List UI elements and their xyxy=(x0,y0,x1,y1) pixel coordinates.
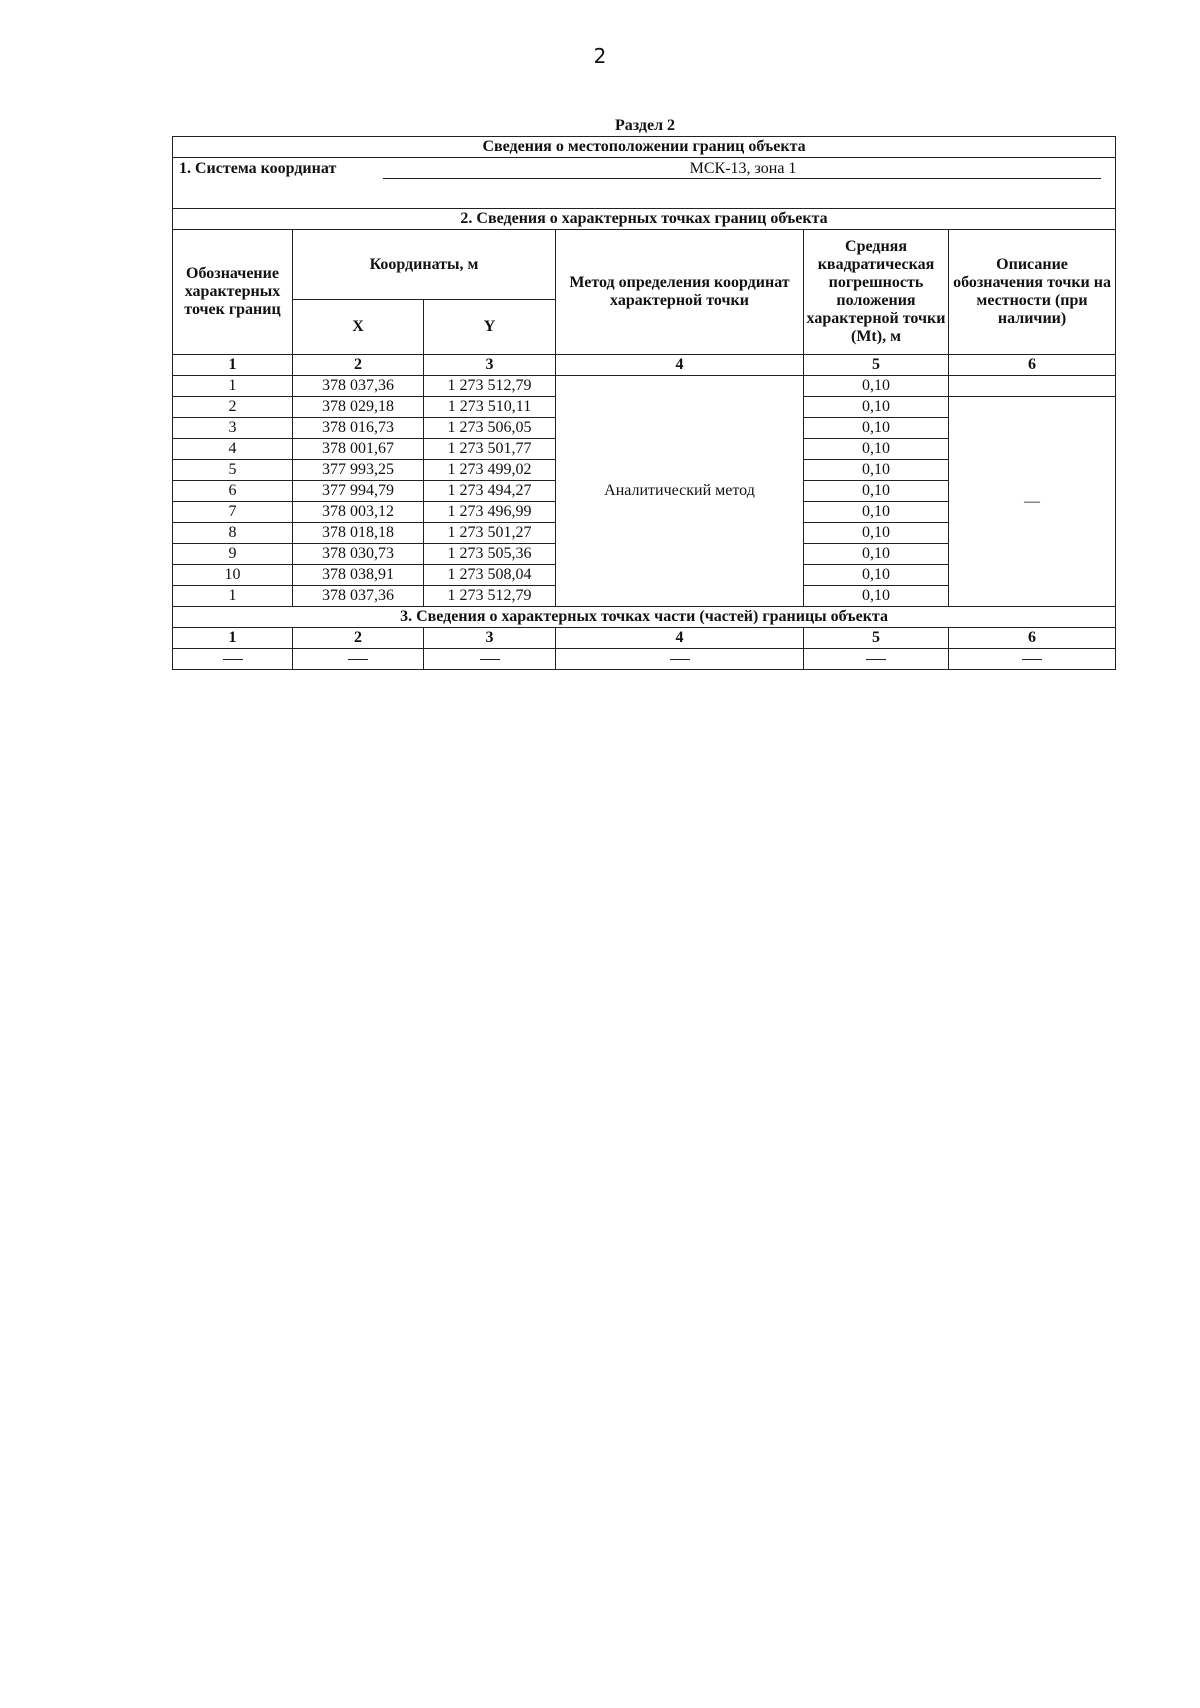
coordinate-system-label: 1. Система координат xyxy=(179,160,337,177)
table-title: Сведения о местоположении границ объекта xyxy=(173,137,1116,158)
parts-empty-cell xyxy=(424,649,556,670)
error-value: 0,10 xyxy=(804,586,949,607)
point-number: 1 xyxy=(173,376,293,397)
coordinate-y: 1 273 501,77 xyxy=(424,439,556,460)
point-number: 7 xyxy=(173,502,293,523)
error-value: 0,10 xyxy=(804,481,949,502)
table-row xyxy=(173,376,1116,397)
point-number: 9 xyxy=(173,544,293,565)
column-number: 2 xyxy=(293,355,424,376)
parts-column-number: 6 xyxy=(949,628,1116,649)
method-cell: Аналитический метод xyxy=(556,376,804,607)
error-value: 0,10 xyxy=(804,460,949,481)
column-number: 4 xyxy=(556,355,804,376)
coordinate-y: 1 273 512,79 xyxy=(424,376,556,397)
parts-column-number: 5 xyxy=(804,628,949,649)
column-header-error: Средняя квадратическая погрешность положения характерной точки (Mt), м xyxy=(804,230,949,355)
column-number: 6 xyxy=(949,355,1116,376)
description-cell: — xyxy=(949,397,1116,607)
error-value: 0,10 xyxy=(804,502,949,523)
coordinate-y: 1 273 512,79 xyxy=(424,586,556,607)
coordinate-y: 1 273 508,04 xyxy=(424,565,556,586)
coordinate-x: 378 030,73 xyxy=(293,544,424,565)
coordinate-y: 1 273 496,99 xyxy=(424,502,556,523)
points-section-title: 2. Сведения о характерных точках границ объекта xyxy=(173,209,1116,230)
error-value: 0,10 xyxy=(804,523,949,544)
column-header-description: Описание обозначения точки на местности (при наличии) xyxy=(949,230,1116,355)
dash-mark xyxy=(480,659,500,660)
coordinate-y: 1 273 505,36 xyxy=(424,544,556,565)
coordinate-y: 1 273 499,02 xyxy=(424,460,556,481)
column-header-coords: Координаты, м xyxy=(293,230,556,300)
parts-empty-cell xyxy=(293,649,424,670)
parts-column-number: 3 xyxy=(424,628,556,649)
parts-empty-cell xyxy=(949,649,1116,670)
coordinate-y: 1 273 494,27 xyxy=(424,481,556,502)
parts-empty-cell xyxy=(173,649,293,670)
parts-column-number: 2 xyxy=(293,628,424,649)
dash-mark xyxy=(223,659,243,660)
section-title xyxy=(0,117,1200,135)
coordinate-y: 1 273 501,27 xyxy=(424,523,556,544)
page-number: 2 xyxy=(593,44,607,68)
error-value: 0,10 xyxy=(804,565,949,586)
coordinate-y: 1 273 506,05 xyxy=(424,418,556,439)
coordinate-x: 378 018,18 xyxy=(293,523,424,544)
dash-mark xyxy=(670,659,690,660)
coordinate-x: 378 037,36 xyxy=(293,376,424,397)
column-header-x: X xyxy=(293,300,424,355)
parts-section-title: 3. Сведения о характерных точках части (частей) границы объекта xyxy=(173,607,1116,628)
coordinate-x: 377 993,25 xyxy=(293,460,424,481)
dash-mark xyxy=(866,659,886,660)
coordinate-system-value: МСК-13, зона 1 xyxy=(383,160,1101,179)
point-number: 8 xyxy=(173,523,293,544)
coordinate-x: 377 994,79 xyxy=(293,481,424,502)
error-value: 0,10 xyxy=(804,544,949,565)
boundary-table xyxy=(172,136,1116,670)
dash-mark xyxy=(348,659,368,660)
coordinate-x: 378 003,12 xyxy=(293,502,424,523)
coordinate-x: 378 001,67 xyxy=(293,439,424,460)
point-number: 6 xyxy=(173,481,293,502)
parts-column-number: 1 xyxy=(173,628,293,649)
column-header-point: Обозначение характерных точек границ xyxy=(173,230,293,355)
column-number: 1 xyxy=(173,355,293,376)
dash-mark xyxy=(1022,659,1042,660)
parts-empty-cell xyxy=(804,649,949,670)
point-number: 2 xyxy=(173,397,293,418)
description-blank-cell xyxy=(949,376,1116,397)
column-header-y: Y xyxy=(424,300,556,355)
point-number: 3 xyxy=(173,418,293,439)
parts-column-number: 4 xyxy=(556,628,804,649)
error-value: 0,10 xyxy=(804,418,949,439)
point-number: 4 xyxy=(173,439,293,460)
column-number: 5 xyxy=(804,355,949,376)
coordinate-x: 378 029,18 xyxy=(293,397,424,418)
error-value: 0,10 xyxy=(804,397,949,418)
point-number: 5 xyxy=(173,460,293,481)
error-value: 0,10 xyxy=(804,376,949,397)
parts-empty-cell xyxy=(556,649,804,670)
coordinate-x: 378 038,91 xyxy=(293,565,424,586)
section-title-text: Раздел 2 xyxy=(614,117,676,134)
error-value: 0,10 xyxy=(804,439,949,460)
coordinate-y: 1 273 510,11 xyxy=(424,397,556,418)
column-number: 3 xyxy=(424,355,556,376)
point-number: 1 xyxy=(173,586,293,607)
coordinate-x: 378 016,73 xyxy=(293,418,424,439)
coordinate-system-cell xyxy=(173,158,1116,209)
column-header-method: Метод определения координат характерной точки xyxy=(556,230,804,355)
point-number: 10 xyxy=(173,565,293,586)
coordinate-x: 378 037,36 xyxy=(293,586,424,607)
